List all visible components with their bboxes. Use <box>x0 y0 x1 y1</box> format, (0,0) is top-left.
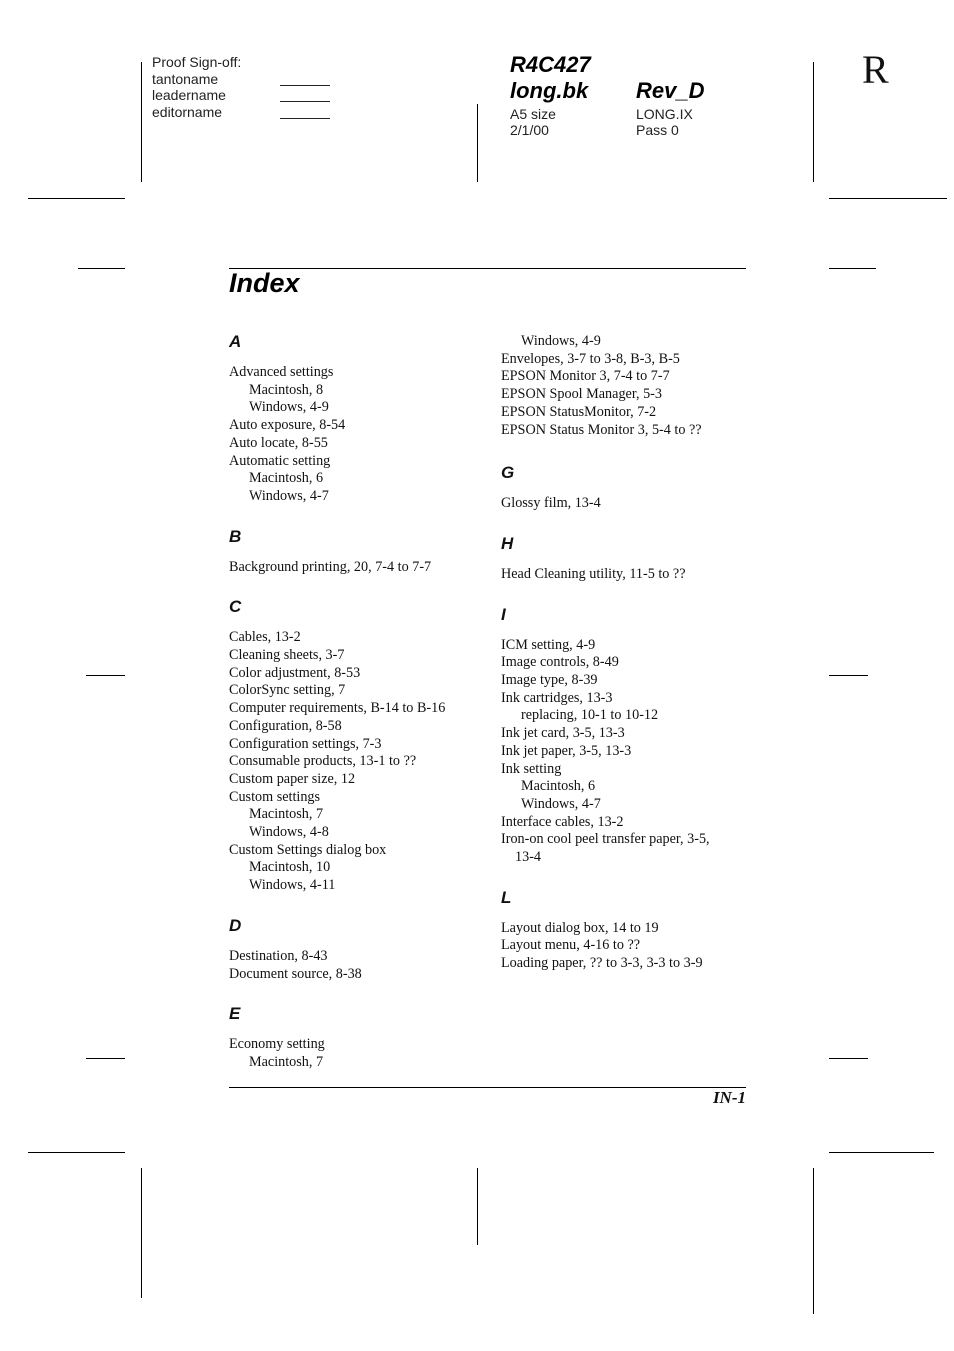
index-entry: Destination, 8-43 <box>229 947 328 964</box>
index-entry: Custom Settings dialog box <box>229 841 387 858</box>
crop-mark <box>477 1168 478 1245</box>
index-entry: Image type, 8-39 <box>501 672 598 689</box>
crop-mark <box>28 1152 125 1153</box>
crop-mark <box>813 62 814 182</box>
section-letter: B <box>229 526 242 546</box>
signoff-blank <box>280 101 330 102</box>
index-section-c <box>229 595 479 895</box>
index-entry: Consumable products, 13-1 to ?? <box>229 753 417 770</box>
section-letter: D <box>229 915 242 935</box>
index-subentry: Macintosh, 8 <box>249 381 324 398</box>
index-subentry: Windows, 4-11 <box>249 877 336 894</box>
index-subentry: Windows, 4-9 <box>249 399 329 416</box>
index-entry: Iron-on cool peel transfer paper, 3-5, <box>501 831 710 848</box>
index-subentry: Windows, 4-8 <box>249 824 329 841</box>
proof-name: leadername <box>152 87 226 104</box>
index-subentry: Macintosh, 6 <box>249 470 324 487</box>
index-entry: Background printing, 20, 7-4 to 7-7 <box>229 558 432 575</box>
doc-date: 2/1/00 <box>510 122 549 138</box>
title-rule <box>229 268 746 269</box>
page-size: A5 size <box>510 106 556 122</box>
index-column-left <box>229 330 479 1091</box>
index-entry: Ink setting <box>501 760 562 777</box>
page-number: IN-1 <box>712 1088 746 1107</box>
index-entry: Custom paper size, 12 <box>229 770 356 787</box>
index-column-right <box>501 333 751 992</box>
crop-mark <box>78 268 125 269</box>
index-entry: Configuration settings, 7-3 <box>229 735 382 752</box>
index-entry: Economy setting <box>229 1036 325 1053</box>
index-entry: Advanced settings <box>229 364 334 380</box>
index-entry: Auto exposure, 8-54 <box>229 417 346 434</box>
signoff-blank <box>280 118 330 119</box>
index-entry: Head Cleaning utility, 11-5 to ?? <box>501 565 686 582</box>
book-name: long.bk <box>510 78 589 103</box>
index-section-b <box>229 525 479 577</box>
index-subentry: Macintosh, 6 <box>521 778 596 795</box>
corner-mark: R <box>862 47 889 92</box>
crop-mark <box>813 1168 814 1314</box>
index-entry: Auto locate, 8-55 <box>229 434 328 451</box>
index-entry: Glossy film, 13-4 <box>501 495 601 512</box>
index-entry: Automatic setting <box>229 452 331 469</box>
doc-code: R4C427 <box>510 52 591 77</box>
footer-rule <box>229 1087 746 1088</box>
index-continued-entries <box>501 333 751 439</box>
revision: Rev_D <box>636 78 705 103</box>
index-section-l <box>501 886 751 973</box>
index-entry: ColorSync setting, 7 <box>229 682 346 699</box>
page-title: Index <box>229 268 300 298</box>
file-name: LONG.IX <box>636 106 693 122</box>
index-entry: Document source, 8-38 <box>229 965 362 982</box>
section-letter: H <box>501 533 514 553</box>
crop-mark <box>141 62 142 182</box>
section-letter: C <box>229 597 242 617</box>
crop-mark <box>829 1058 868 1059</box>
proof-name: editorname <box>152 103 223 120</box>
index-entry: Ink jet card, 3-5, 13-3 <box>501 725 625 742</box>
crop-mark <box>86 1058 125 1059</box>
section-letter: I <box>501 604 506 624</box>
crop-mark <box>141 1168 142 1298</box>
index-entry: Configuration, 8-58 <box>229 717 342 734</box>
index-entry: EPSON Status Monitor 3, 5-4 to ?? <box>501 421 702 438</box>
proof-signoff <box>152 54 241 120</box>
pass-number: Pass 0 <box>636 122 679 138</box>
section-letter: E <box>229 1004 241 1024</box>
index-subentry: Macintosh, 10 <box>249 859 331 876</box>
index-subentry: Windows, 4-9 <box>521 333 601 349</box>
signoff-blank <box>280 85 330 86</box>
index-entry: Layout menu, 4-16 to ?? <box>501 937 641 954</box>
index-entry: Ink cartridges, 13-3 <box>501 689 613 706</box>
crop-mark <box>86 675 125 676</box>
crop-mark <box>829 268 876 269</box>
crop-mark <box>477 104 478 182</box>
index-entry: Cables, 13-2 <box>229 629 301 646</box>
crop-mark <box>829 198 947 199</box>
index-section-h <box>501 532 751 584</box>
index-entry: ICM setting, 4-9 <box>501 636 596 653</box>
section-letter: G <box>501 463 515 483</box>
index-subentry: Windows, 4-7 <box>521 795 601 812</box>
section-letter: L <box>501 887 512 907</box>
index-subentry: replacing, 10-1 to 10-12 <box>521 707 659 724</box>
index-subentry: Macintosh, 7 <box>249 806 324 823</box>
index-entry: Image controls, 8-49 <box>501 654 619 671</box>
index-entry: Loading paper, ?? to 3-3, 3-3 to 3-9 <box>501 955 703 972</box>
index-entry: Computer requirements, B-14 to B-16 <box>229 700 446 717</box>
proof-title: Proof Sign-off: <box>152 54 242 70</box>
index-subentry: Windows, 4-7 <box>249 487 329 504</box>
index-section-e <box>229 1002 479 1071</box>
crop-mark <box>829 1152 934 1153</box>
index-entry: Color adjustment, 8-53 <box>229 664 361 681</box>
index-entry: Interface cables, 13-2 <box>501 813 624 830</box>
index-entry: Ink jet paper, 3-5, 13-3 <box>501 742 632 759</box>
section-letter: A <box>229 332 242 351</box>
index-section-a <box>229 330 479 506</box>
proof-name: tantoname <box>152 70 219 87</box>
crop-mark <box>28 198 125 199</box>
index-subentry: Macintosh, 7 <box>249 1053 324 1070</box>
index-entry: EPSON Monitor 3, 7-4 to 7-7 <box>501 368 670 385</box>
index-entry: Custom settings <box>229 788 321 805</box>
index-entry: Envelopes, 3-7 to 3-8, B-3, B-5 <box>501 350 680 367</box>
index-section-g <box>501 461 751 513</box>
index-section-d <box>229 914 479 983</box>
crop-mark <box>829 675 868 676</box>
index-entry: EPSON Spool Manager, 5-3 <box>501 386 663 403</box>
index-section-i <box>501 603 751 867</box>
index-entry: Layout dialog box, 14 to 19 <box>501 919 659 936</box>
index-subentry: 13-4 <box>515 849 542 866</box>
index-entry: EPSON StatusMonitor, 7-2 <box>501 403 657 420</box>
index-entry: Cleaning sheets, 3-7 <box>229 647 345 664</box>
